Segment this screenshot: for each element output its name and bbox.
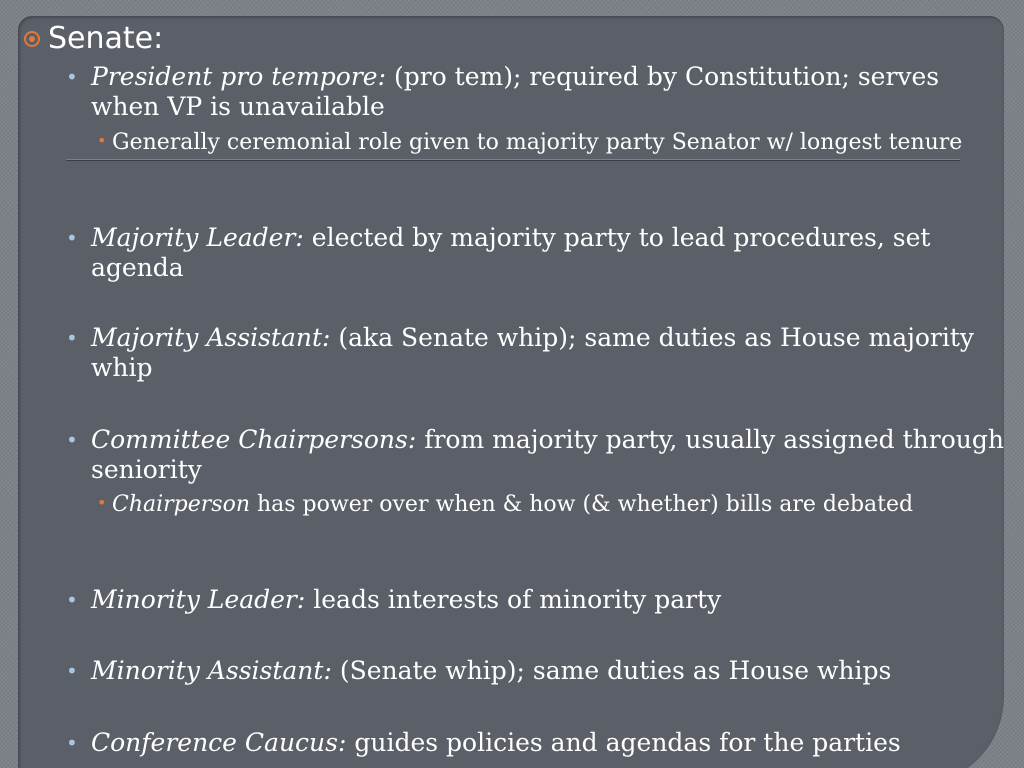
item-text: from majority party, usually assigned through seniority: [91, 425, 1004, 484]
bullet-icon: •: [66, 65, 78, 89]
bullet-icon: •: [66, 226, 78, 250]
sub-item-chairperson-power: [97, 491, 1017, 518]
sub-bullet-icon: •: [97, 493, 107, 512]
bullet-icon: •: [66, 659, 78, 683]
title-divider: [66, 159, 960, 160]
list-item-majority-assistant: [66, 323, 1011, 383]
item-text: (pro tem); required by Constitution; serves when VP is unavailable: [91, 62, 940, 121]
list-item-committee-chairpersons: [66, 425, 1011, 485]
item-term: President pro tempore:: [91, 62, 387, 91]
item-term: Conference Caucus:: [91, 728, 347, 757]
item-term: Minority Assistant:: [91, 656, 332, 685]
list-item-president-pro-tempore: [66, 62, 1011, 122]
item-term: Majority Assistant:: [91, 323, 331, 352]
list-item-majority-leader: [66, 223, 1011, 283]
item-text: leads interests of minority party: [305, 585, 722, 614]
heading-text: Senate:: [48, 21, 164, 56]
item-text: Generally ceremonial role given to majority party Senator w/ longest tenure: [112, 130, 963, 155]
item-text: (Senate whip); same duties as House whips: [331, 656, 892, 685]
item-text: elected by majority party to lead procedures, set agenda: [91, 223, 931, 282]
item-term: Majority Leader:: [91, 223, 304, 252]
item-text: has power over when & how (& whether) bills are debated: [250, 492, 914, 517]
bullet-icon: •: [66, 731, 78, 755]
item-term: Committee Chairpersons:: [91, 425, 417, 454]
item-text: (aka Senate whip); same duties as House majority whip: [91, 323, 975, 382]
bullet-icon: •: [66, 326, 78, 350]
bullet-icon: •: [66, 428, 78, 452]
list-item-conference-caucus: [66, 728, 1011, 758]
list-item-minority-assistant: [66, 656, 1011, 686]
slide-heading: [24, 20, 163, 58]
item-term: Minority Leader:: [91, 585, 306, 614]
list-item-minority-leader: [66, 585, 1011, 615]
sub-item-ceremonial-role: [97, 129, 1017, 156]
target-bullet-icon: [24, 31, 40, 47]
item-text: guides policies and agendas for the parties: [346, 728, 901, 757]
bullet-icon: •: [66, 588, 78, 612]
sub-bullet-icon: •: [97, 131, 107, 150]
item-term: Chairperson: [112, 492, 250, 517]
